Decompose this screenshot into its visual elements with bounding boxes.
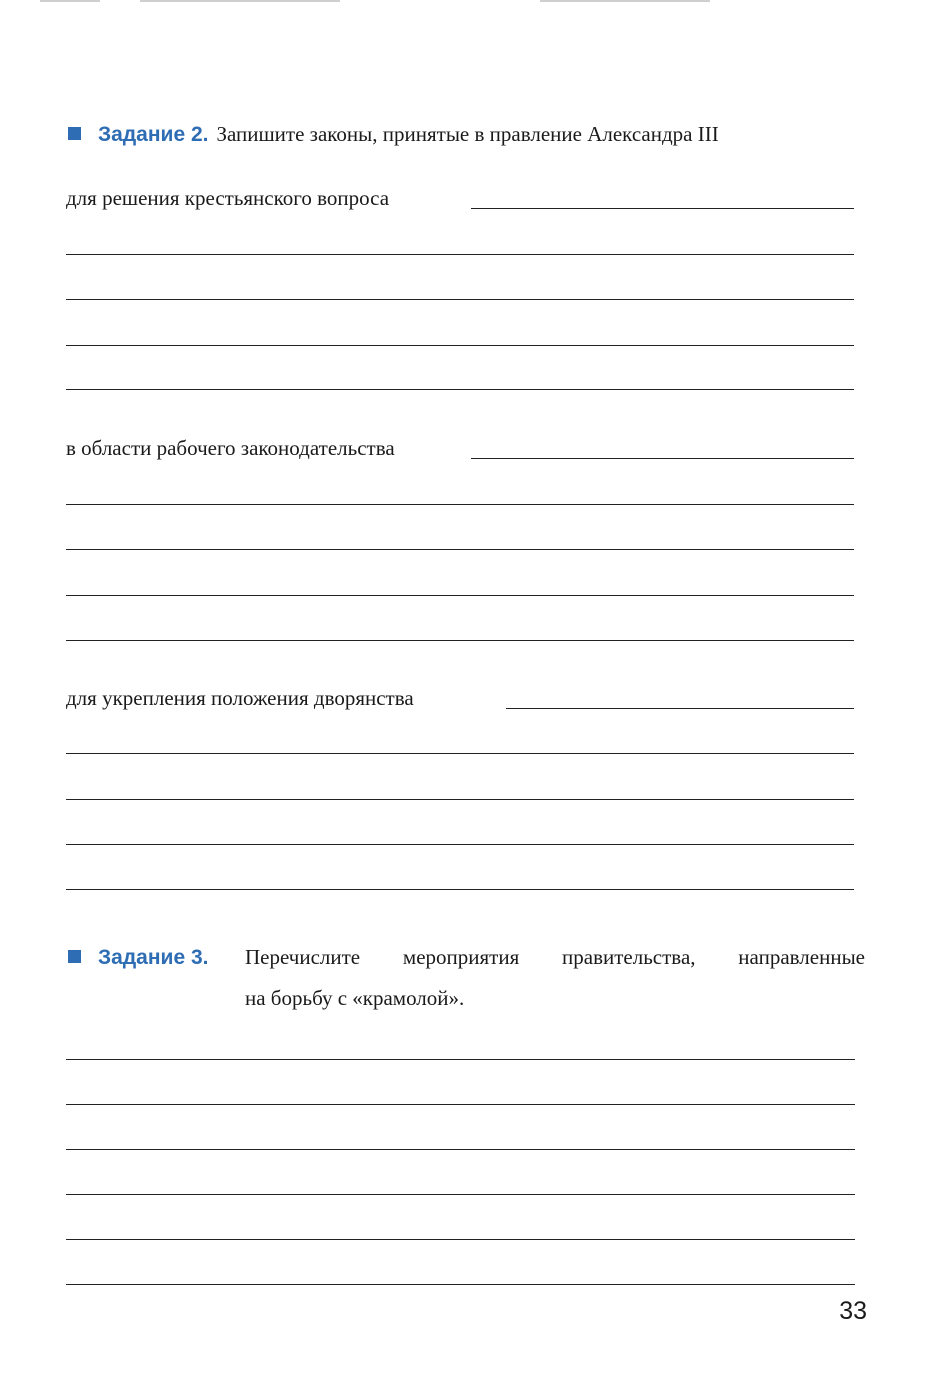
answer-line[interactable] bbox=[66, 753, 854, 754]
scan-edge-marks bbox=[0, 0, 931, 4]
task-2-heading bbox=[68, 119, 719, 150]
page-number: 33 bbox=[839, 1297, 867, 1325]
answer-line[interactable] bbox=[66, 504, 854, 505]
answer-line[interactable] bbox=[66, 299, 854, 300]
answer-line[interactable] bbox=[66, 1149, 855, 1150]
answer-line[interactable] bbox=[66, 549, 854, 550]
answer-line[interactable] bbox=[471, 458, 854, 459]
answer-line[interactable] bbox=[471, 208, 854, 209]
answer-line[interactable] bbox=[66, 254, 854, 255]
task-marker-icon bbox=[68, 127, 81, 140]
answer-line[interactable] bbox=[66, 1284, 855, 1285]
task-3-text-line1: Перечислите мероприятия правительства, направленные bbox=[245, 945, 865, 969]
answer-line[interactable] bbox=[506, 708, 854, 709]
section-prompt-peasant: для решения крестьянского вопроса bbox=[66, 186, 390, 210]
answer-line[interactable] bbox=[66, 1194, 855, 1195]
answer-line[interactable] bbox=[66, 1059, 855, 1060]
task-marker-icon bbox=[68, 950, 81, 963]
answer-line[interactable] bbox=[66, 1104, 855, 1105]
task-2-text: Запишите законы, принятые в правление Александра III bbox=[216, 122, 719, 146]
section-prompt-nobility: для укрепления положения дворянства bbox=[66, 686, 414, 710]
answer-line[interactable] bbox=[66, 799, 854, 800]
answer-line[interactable] bbox=[66, 1239, 855, 1240]
task-3-label: Задание 3. bbox=[98, 946, 209, 969]
answer-line[interactable] bbox=[66, 595, 854, 596]
answer-line[interactable] bbox=[66, 844, 854, 845]
answer-line[interactable] bbox=[66, 389, 854, 390]
task-2-label: Задание 2. bbox=[98, 123, 209, 146]
section-prompt-labor: в области рабочего законодательства bbox=[66, 436, 395, 460]
answer-line[interactable] bbox=[66, 640, 854, 641]
answer-line[interactable] bbox=[66, 345, 854, 346]
answer-line[interactable] bbox=[66, 889, 854, 890]
task-3-text-line2: на борьбу с «крамолой». bbox=[245, 986, 465, 1010]
task-3-heading bbox=[68, 942, 216, 973]
